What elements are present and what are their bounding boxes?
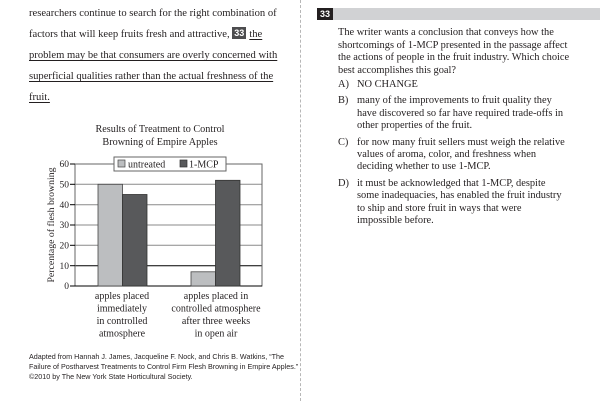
bar-series-1mcp bbox=[123, 180, 241, 286]
y-tick-20: 20 bbox=[59, 241, 69, 252]
choice-a[interactable] bbox=[338, 79, 588, 91]
question-marker-33[interactable]: 33 bbox=[234, 28, 245, 38]
svg-text:immediately: immediately bbox=[97, 303, 147, 315]
choice-letter: A) bbox=[338, 79, 349, 90]
legend-swatch-1mcp bbox=[180, 160, 187, 167]
bar-untreated-immediate bbox=[98, 184, 123, 286]
source-citation: Adapted from Hannah J. James, Jacqueline F. Nock, and Chris B. Watkins, “The Failure of Postharvest Treatments to Control Firm Flesh Browning in Empire Apples.” ©2010 by The New York State Horticultural Society. bbox=[29, 352, 299, 381]
legend-label-untreated: untreated bbox=[128, 159, 166, 171]
question-stem: The writer wants a conclusion that conveys how the shortcomings of 1-MCP presented in the passage affect the actions of people in the fruit industry. Which choice best accomplishes this goal? bbox=[338, 27, 570, 76]
choice-letter: C) bbox=[338, 136, 349, 148]
svg-text:controlled atmosphere: controlled atmosphere bbox=[171, 303, 261, 315]
y-tick-40: 40 bbox=[59, 201, 69, 211]
answer-choices bbox=[338, 79, 588, 231]
chart-title-line-1: Results of Treatment to Control bbox=[95, 124, 225, 135]
svg-text:apples placed in: apples placed in bbox=[183, 291, 249, 302]
bar-1mcp-delayed bbox=[216, 180, 241, 286]
column-divider bbox=[300, 0, 301, 401]
y-tick-10: 10 bbox=[59, 262, 69, 272]
bar-chart bbox=[0, 0, 300, 350]
y-tick-50: 50 bbox=[59, 180, 69, 191]
choice-d[interactable] bbox=[338, 178, 588, 228]
svg-text:apples placed: apples placed bbox=[94, 291, 150, 302]
y-axis-ticks bbox=[60, 160, 70, 292]
choice-text: many of the improvements to fruit quality they have discovered so far have required trade-offs in other properties of the fruit. bbox=[357, 95, 564, 132]
choice-letter: B) bbox=[338, 95, 349, 107]
passage-lead-text: researchers continue to search for the right combination of factors that will keep fruits fresh and attractive, bbox=[29, 8, 277, 40]
choice-b[interactable] bbox=[338, 95, 588, 132]
underlined-portion: the problem may be that consumers are overly concerned with superficial qualities rather than the actual freshness of the fruit. bbox=[29, 29, 278, 103]
bar-1mcp-immediate bbox=[123, 195, 148, 287]
x-category-labels bbox=[95, 291, 261, 340]
chart-legend bbox=[114, 157, 226, 171]
choice-text: for now many fruit sellers must weigh the relative values of aroma, color, and freshness when deciding whether to use 1-MCP. bbox=[357, 136, 565, 173]
y-tick-30: 30 bbox=[59, 221, 69, 231]
legend-swatch-untreated bbox=[118, 160, 125, 167]
svg-text:in open air: in open air bbox=[194, 328, 238, 340]
bar-untreated-delayed bbox=[191, 272, 216, 286]
y-axis-label: Percentage of flesh browning bbox=[46, 167, 57, 283]
y-tick-0: 0 bbox=[64, 282, 69, 292]
y-tick-60: 60 bbox=[59, 160, 69, 170]
chart-title-line-2: Browning of Empire Apples bbox=[102, 137, 218, 148]
choice-text: NO CHANGE bbox=[357, 79, 418, 90]
bar-series-untreated bbox=[98, 184, 216, 286]
question-header-bar bbox=[317, 8, 600, 20]
svg-text:in controlled: in controlled bbox=[96, 316, 148, 327]
choice-letter: D) bbox=[338, 177, 349, 189]
question-number-box: 33 bbox=[317, 8, 333, 20]
choice-c[interactable] bbox=[338, 137, 588, 174]
svg-text:atmosphere: atmosphere bbox=[98, 328, 146, 340]
legend-label-1mcp: 1-MCP bbox=[189, 159, 219, 171]
svg-text:after three weeks: after three weeks bbox=[181, 316, 251, 327]
choice-text: it must be acknowledged that 1-MCP, despite some inadequacies, has enabled the fruit industry to ship and store fruit in ways that were impossible before. bbox=[357, 177, 562, 227]
